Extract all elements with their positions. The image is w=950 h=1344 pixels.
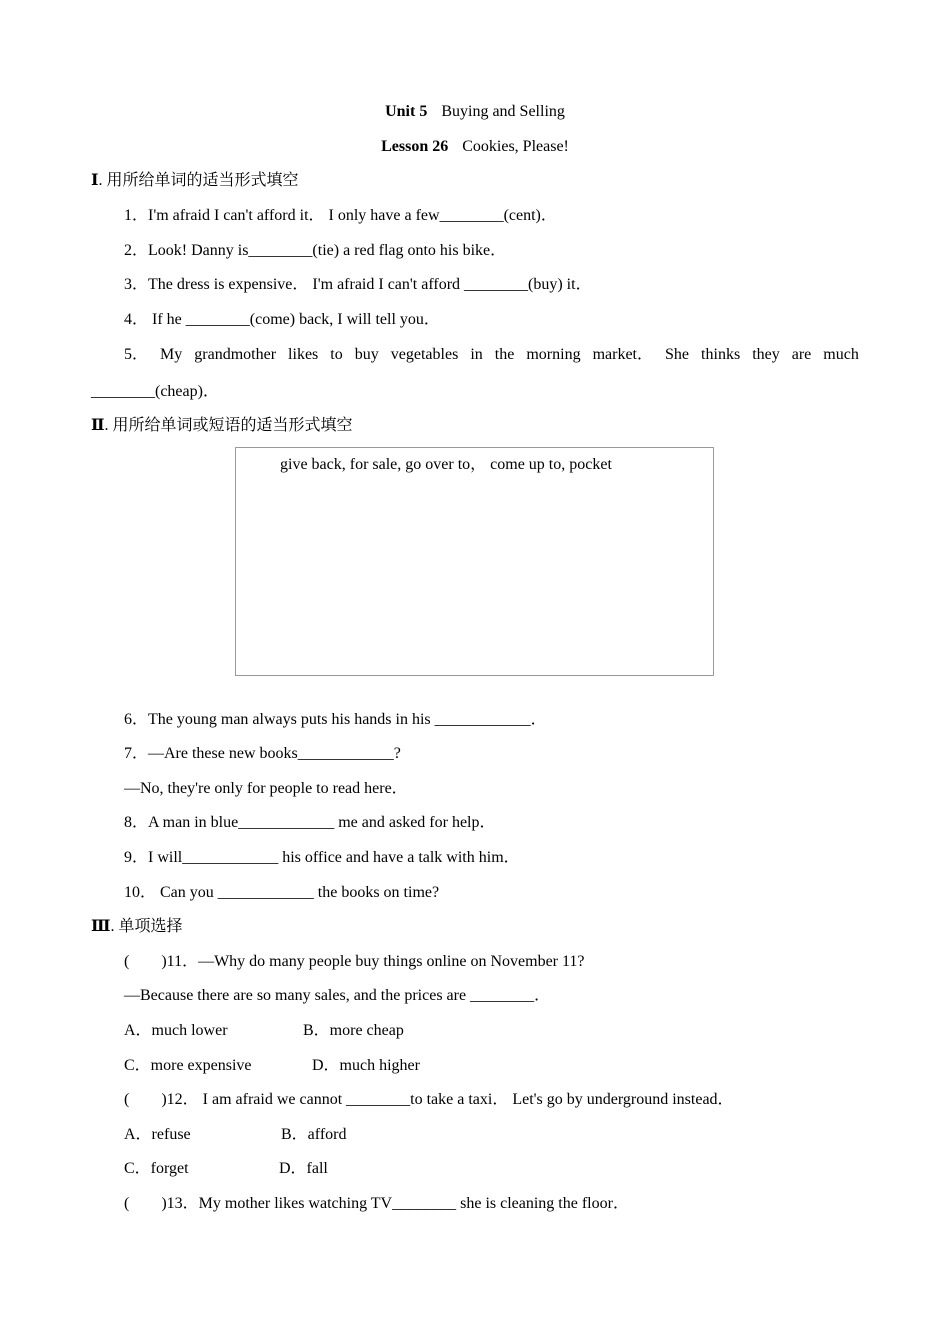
unit-title: Buying and Selling (441, 103, 565, 120)
word-bank-box (235, 447, 714, 676)
question-11-options-ab (124, 1021, 404, 1041)
question-2: 2．Look! Danny is________(tie) a red flag onto his bike． (124, 242, 507, 259)
lesson-label: Lesson 26 (381, 138, 449, 155)
q5-word: much (823, 346, 859, 363)
q5-word: are (791, 346, 812, 363)
question-10: 10． Can you ____________ the books on time? (124, 884, 440, 901)
option-a: A．refuse (124, 1126, 191, 1143)
q5-word: likes (288, 346, 319, 363)
section-3-number: Ⅲ (91, 918, 111, 935)
question-12-options-ab (124, 1125, 346, 1145)
section-1-title: . 用所给单词的适当形式填空 (98, 172, 299, 189)
unit-heading (0, 102, 950, 122)
question-1: 1．I'm afraid I can't afford it． I only have a few________(cent)． (124, 207, 557, 224)
q5-word: morning (526, 346, 581, 363)
question-7: 7．—Are these new books____________? (124, 745, 401, 762)
q5-word: to (330, 346, 343, 363)
q5-word: vegetables (390, 346, 459, 363)
q5-word: the (494, 346, 515, 363)
q5-word: thinks (701, 346, 741, 363)
q5-word: in (470, 346, 483, 363)
option-a: A．much lower (124, 1022, 228, 1039)
option-b: B．afford (281, 1126, 347, 1143)
section-2-number: Ⅱ (91, 417, 105, 434)
section-3-title: . 单项选择 (110, 918, 183, 935)
question-5 (124, 345, 859, 365)
question-9: 9．I will____________ his office and have a talk with him． (124, 849, 520, 866)
option-d: D．fall (279, 1160, 328, 1177)
question-3: 3．The dress is expensive． I'm afraid I can't afford ________(buy) it． (124, 276, 592, 293)
question-11-line-2: —Because there are so many sales, and the prices are ________． (124, 987, 551, 1004)
q5-word: 5． (124, 346, 149, 363)
lesson-heading (0, 137, 950, 157)
option-c: C．more expensive (124, 1057, 252, 1074)
question-4: 4． If he ________(come) back, I will tell you． (124, 311, 440, 328)
q5-word: She (665, 346, 690, 363)
option-d: D．much higher (312, 1057, 420, 1074)
section-2-heading (91, 416, 353, 436)
lesson-title: Cookies, Please! (462, 138, 569, 155)
q5-word: they (752, 346, 780, 363)
q5-word: market． (592, 346, 654, 363)
question-13: ( )13．My mother likes watching TV________ she is cleaning the floor． (124, 1195, 629, 1212)
q5-word: My (160, 346, 183, 363)
section-1-number: Ⅰ (91, 172, 99, 189)
q5-word: grandmother (194, 346, 277, 363)
section-1-heading (91, 171, 299, 191)
word-bank-text: give back, for sale, go over to， come up to, pocket (280, 456, 612, 473)
question-12-options-cd (124, 1159, 328, 1179)
question-12: ( )12． I am afraid we cannot ________to take a taxi． Let's go by underground instead． (124, 1091, 734, 1108)
option-c: C．forget (124, 1160, 189, 1177)
option-b: B．more cheap (303, 1022, 404, 1039)
question-7-answer: —No, they're only for people to read here． (124, 780, 408, 797)
question-5-continuation: ________(cheap)． (91, 383, 219, 400)
section-3-heading (91, 917, 183, 937)
q5-word: buy (354, 346, 379, 363)
section-2-title: . 用所给单词或短语的适当形式填空 (104, 417, 353, 434)
question-8: 8．A man in blue____________ me and asked for help． (124, 814, 496, 831)
question-11-options-cd (124, 1056, 420, 1076)
question-11: ( )11．—Why do many people buy things online on November 11? (124, 953, 585, 970)
question-6: 6．The young man always puts his hands in his ____________． (124, 711, 547, 728)
unit-label: Unit 5 (385, 103, 428, 120)
